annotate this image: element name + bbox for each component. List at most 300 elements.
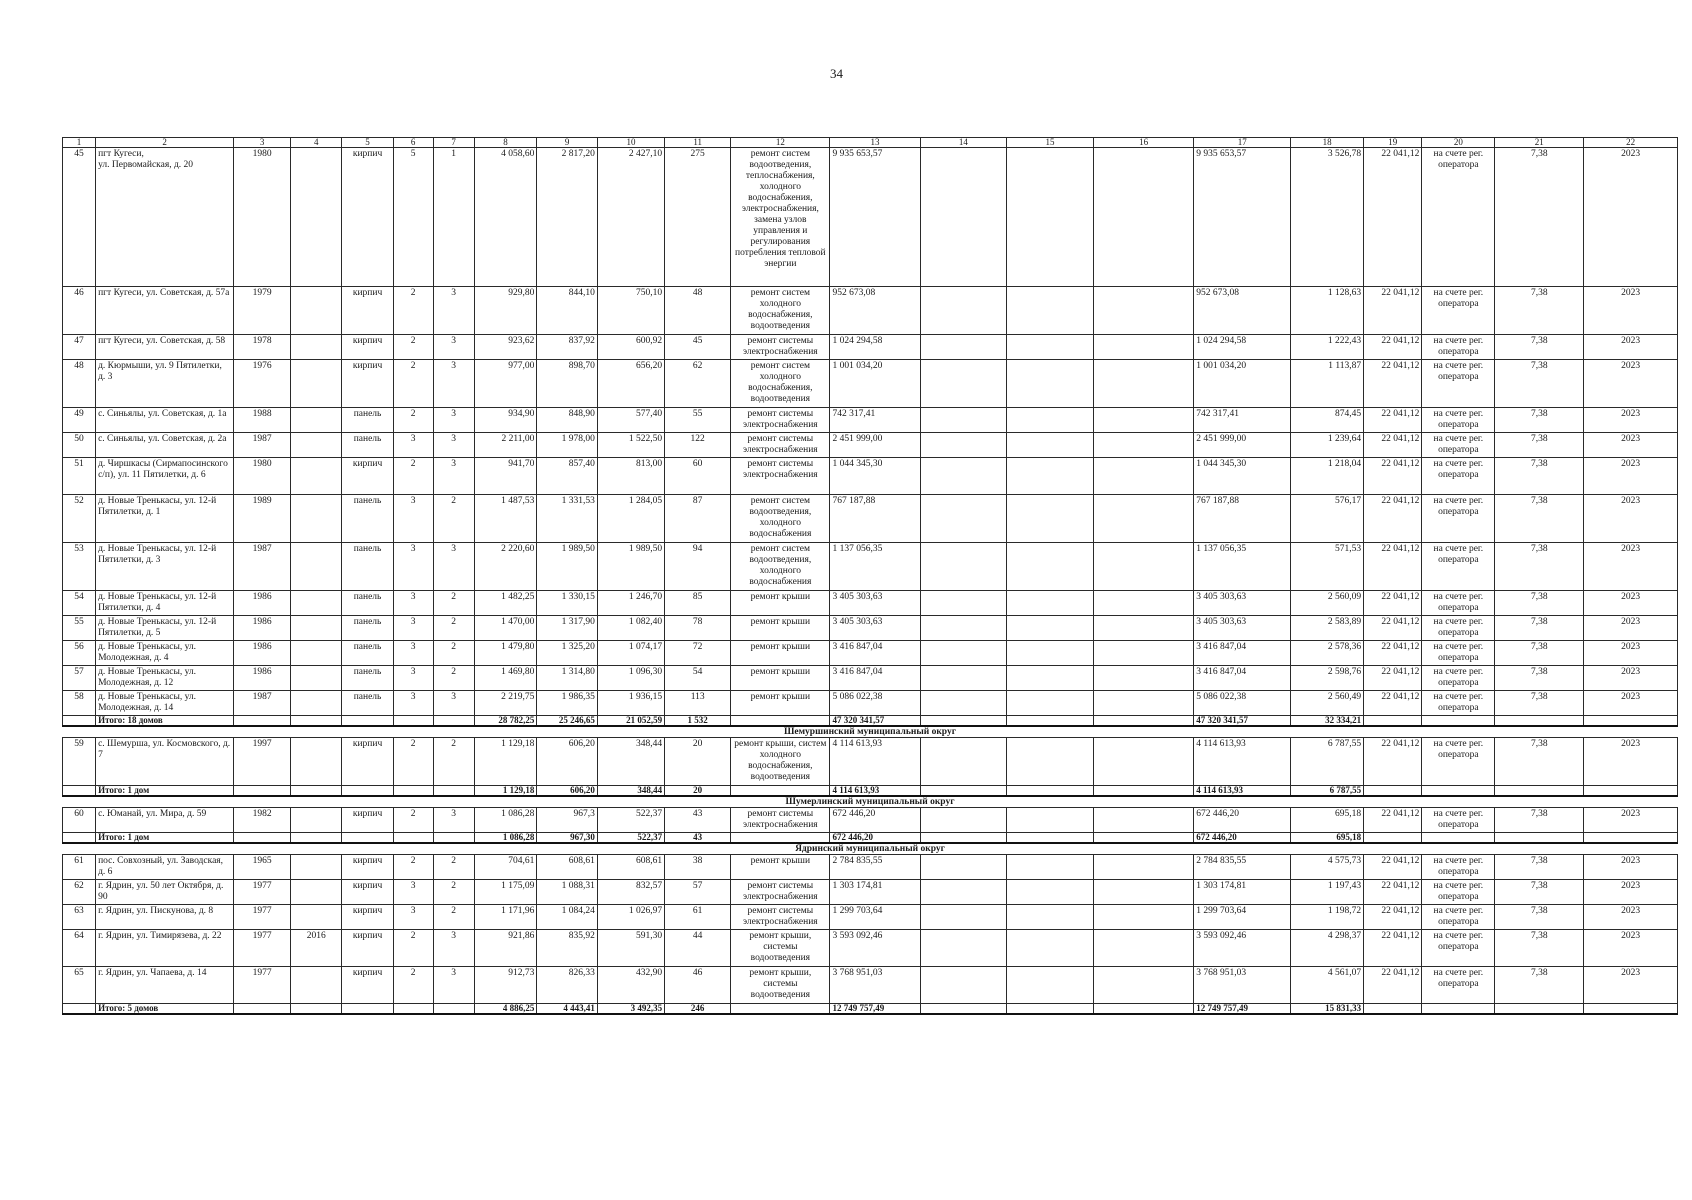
cell-row-number: 61	[63, 855, 96, 880]
cell-fund-method: на счете рег. оператора	[1422, 543, 1495, 591]
cell-floors: 2	[393, 808, 433, 833]
column-header-13: 13	[830, 138, 920, 148]
cell-residential-area: 1 246,70	[597, 591, 664, 616]
cell-value-21: 7,38	[1495, 335, 1584, 360]
cell-empty-14	[920, 905, 1007, 930]
cell-build-year: 1986	[234, 616, 291, 641]
cell-empty-14	[920, 641, 1007, 666]
cell-unit-cost: 2 578,36	[1291, 641, 1364, 666]
cell-build-year: 1987	[234, 691, 291, 716]
total-a10: 3 492,35	[597, 1004, 664, 1015]
total-empty-cell	[393, 833, 433, 844]
total-empty-cell	[1422, 716, 1495, 727]
column-header-4: 4	[291, 138, 342, 148]
cell-row-number: 62	[63, 880, 96, 905]
cell-owners-funds: 672 446,20	[1194, 808, 1291, 833]
cell-floors: 2	[393, 967, 433, 1004]
cell-entrances: 3	[433, 408, 474, 433]
total-empty-cell	[1422, 833, 1495, 844]
cell-work-types: ремонт систем водоотведения, холодного водоснабжения	[731, 543, 830, 591]
cell-empty-15	[1007, 641, 1094, 666]
total-a10: 348,44	[597, 786, 664, 797]
cell-residents: 44	[665, 930, 731, 967]
cell-row-number: 64	[63, 930, 96, 967]
cell-fund-method: на счете рег. оператора	[1422, 905, 1495, 930]
cell-year-end: 2023	[1584, 930, 1678, 967]
total-empty-cell	[1422, 1004, 1495, 1015]
column-header-8: 8	[474, 138, 537, 148]
total-empty-cell	[1007, 1004, 1094, 1015]
total-empty-cell	[920, 716, 1007, 727]
cell-owners-funds: 952 673,08	[1194, 287, 1291, 335]
cell-unit-cost: 695,18	[1291, 808, 1364, 833]
total-cost: 4 114 613,93	[830, 786, 920, 797]
cell-fund-method: на счете рег. оператора	[1422, 880, 1495, 905]
cell-empty-15	[1007, 905, 1094, 930]
cell-value-21: 7,38	[1495, 616, 1584, 641]
cell-row-number: 51	[63, 458, 96, 495]
cell-address: с. Юманай, ул. Мира, д. 59	[96, 808, 234, 833]
cell-work-types: ремонт системы электроснабжения	[731, 808, 830, 833]
cell-empty-15	[1007, 880, 1094, 905]
cell-year-end: 2023	[1584, 458, 1678, 495]
cell-floors: 3	[393, 905, 433, 930]
column-header-1: 1	[63, 138, 96, 148]
cell-fund-method: на счете рег. оператора	[1422, 458, 1495, 495]
cell-year-end: 2023	[1584, 691, 1678, 716]
cell-year-end: 2023	[1584, 616, 1678, 641]
cell-address: д. Новые Тренькасы, ул. 12-й Пятилетки, д. 3	[96, 543, 234, 591]
cell-max-unit-cost: 22 041,12	[1364, 738, 1422, 786]
cell-empty-15	[1007, 408, 1094, 433]
cell-entrances: 3	[433, 335, 474, 360]
cell-owners-funds: 4 114 613,93	[1194, 738, 1291, 786]
cell-year-end: 2023	[1584, 287, 1678, 335]
cell-fund-method: на счете рег. оператора	[1422, 641, 1495, 666]
total-c18: 15 831,33	[1291, 1004, 1364, 1015]
cell-entrances: 3	[433, 360, 474, 408]
cell-owners-funds: 9 935 653,57	[1194, 148, 1291, 287]
cell-value-21: 7,38	[1495, 495, 1584, 543]
cell-floors: 3	[393, 495, 433, 543]
cell-empty-16	[1093, 408, 1193, 433]
cell-owners-funds: 3 593 092,46	[1194, 930, 1291, 967]
cell-total-cost: 1 303 174,81	[830, 880, 920, 905]
column-header-5: 5	[342, 138, 393, 148]
cell-total-cost: 1 044 345,30	[830, 458, 920, 495]
cell-owners-funds: 3 416 847,04	[1194, 641, 1291, 666]
table-row	[63, 616, 1678, 641]
cell-total-cost: 3 768 951,03	[830, 967, 920, 1004]
total-empty-cell	[433, 716, 474, 727]
cell-total-area: 1 487,53	[474, 495, 537, 543]
table-row	[63, 930, 1678, 967]
cell-empty-15	[1007, 666, 1094, 691]
cell-address: г. Ядрин, ул. Пискунова, д. 8	[96, 905, 234, 930]
cell-work-types: ремонт систем холодного водоснабжения, водоотведения	[731, 360, 830, 408]
cell-wall-material: панель	[342, 691, 393, 716]
cell-premises-area: 1 314,80	[537, 666, 597, 691]
cell-residents: 113	[665, 691, 731, 716]
total-empty-cell	[1584, 786, 1678, 797]
cell-residential-area: 600,92	[597, 335, 664, 360]
cell-wall-material: кирпич	[342, 360, 393, 408]
cell-total-cost: 1 299 703,64	[830, 905, 920, 930]
cell-premises-area: 837,92	[537, 335, 597, 360]
cell-empty-15	[1007, 360, 1094, 408]
cell-wall-material: кирпич	[342, 905, 393, 930]
cell-value-21: 7,38	[1495, 458, 1584, 495]
cell-build-year: 1980	[234, 458, 291, 495]
table-row	[63, 360, 1678, 408]
cell-empty-14	[920, 591, 1007, 616]
cell-empty-14	[920, 738, 1007, 786]
cell-owners-funds: 3 405 303,63	[1194, 591, 1291, 616]
section-row	[63, 843, 1678, 855]
total-empty-cell	[393, 716, 433, 727]
cell-fund-method: на счете рег. оператора	[1422, 148, 1495, 287]
cell-entrances: 2	[433, 616, 474, 641]
cell-build-year: 1982	[234, 808, 291, 833]
cell-row-number: 56	[63, 641, 96, 666]
table-body	[63, 138, 1678, 1015]
cell-empty-14	[920, 335, 1007, 360]
cell-address: г. Ядрин, ул. Чапаева, д. 14	[96, 967, 234, 1004]
total-a8: 1 086,28	[474, 833, 537, 844]
total-empty-cell	[1364, 1004, 1422, 1015]
cell-empty-14	[920, 967, 1007, 1004]
cell-wall-material: кирпич	[342, 287, 393, 335]
cell-row-number: 45	[63, 148, 96, 287]
cell-reconstruction-year	[291, 880, 342, 905]
cell-empty-14	[920, 930, 1007, 967]
cell-empty-15	[1007, 335, 1094, 360]
cell-residential-area: 813,00	[597, 458, 664, 495]
cell-work-types: ремонт систем водоотведения, теплоснабжения, холодного водоснабжения, электроснабжения, замена узлов управления и регулирования потребления тепловой энергии	[731, 148, 830, 287]
total-cost: 12 749 757,49	[830, 1004, 920, 1015]
cell-total-area: 977,00	[474, 360, 537, 408]
cell-unit-cost: 571,53	[1291, 543, 1364, 591]
cell-floors: 2	[393, 287, 433, 335]
total-empty-cell	[342, 1004, 393, 1015]
cell-empty-16	[1093, 967, 1193, 1004]
cell-value-21: 7,38	[1495, 905, 1584, 930]
column-header-18: 18	[1291, 138, 1364, 148]
cell-empty-14	[920, 808, 1007, 833]
cell-build-year: 1987	[234, 433, 291, 458]
cell-unit-cost: 1 197,43	[1291, 880, 1364, 905]
cell-value-21: 7,38	[1495, 543, 1584, 591]
column-header-7: 7	[433, 138, 474, 148]
cell-fund-method: на счете рег. оператора	[1422, 408, 1495, 433]
column-header-20: 20	[1422, 138, 1495, 148]
column-header-12: 12	[731, 138, 830, 148]
cell-empty-16	[1093, 458, 1193, 495]
cell-entrances: 3	[433, 287, 474, 335]
cell-floors: 2	[393, 738, 433, 786]
table-row	[63, 287, 1678, 335]
cell-entrances: 3	[433, 691, 474, 716]
cell-unit-cost: 576,17	[1291, 495, 1364, 543]
cell-address: д. Новые Тренькасы, ул. 12-й Пятилетки, д. 4	[96, 591, 234, 616]
cell-residents: 72	[665, 641, 731, 666]
cell-value-21: 7,38	[1495, 967, 1584, 1004]
total-cost: 47 320 341,57	[830, 716, 920, 727]
table-row	[63, 335, 1678, 360]
table-row	[63, 458, 1678, 495]
cell-premises-area: 826,33	[537, 967, 597, 1004]
cell-year-end: 2023	[1584, 738, 1678, 786]
cell-build-year: 1976	[234, 360, 291, 408]
cell-reconstruction-year	[291, 641, 342, 666]
cell-entrances: 3	[433, 808, 474, 833]
cell-work-types: ремонт крыши	[731, 691, 830, 716]
cell-floors: 3	[393, 616, 433, 641]
cell-residents: 43	[665, 808, 731, 833]
column-header-14: 14	[920, 138, 1007, 148]
total-c17: 12 749 757,49	[1194, 1004, 1291, 1015]
cell-empty-15	[1007, 591, 1094, 616]
cell-wall-material: кирпич	[342, 880, 393, 905]
cell-residents: 122	[665, 433, 731, 458]
total-empty-cell	[1422, 786, 1495, 797]
cell-work-types: ремонт крыши	[731, 666, 830, 691]
cell-year-end: 2023	[1584, 967, 1678, 1004]
cell-max-unit-cost: 22 041,12	[1364, 148, 1422, 287]
cell-total-area: 1 129,18	[474, 738, 537, 786]
cell-build-year: 1989	[234, 495, 291, 543]
section-row	[63, 726, 1678, 738]
total-empty-cell	[234, 716, 291, 727]
cell-row-number: 57	[63, 666, 96, 691]
total-a8: 1 129,18	[474, 786, 537, 797]
cell-residential-area: 1 082,40	[597, 616, 664, 641]
cell-empty-15	[1007, 855, 1094, 880]
cell-total-cost: 767 187,88	[830, 495, 920, 543]
cell-reconstruction-year	[291, 360, 342, 408]
cell-empty-15	[1007, 930, 1094, 967]
cell-address: пос. Совхозный, ул. Заводская, д. 6	[96, 855, 234, 880]
cell-owners-funds: 767 187,88	[1194, 495, 1291, 543]
total-empty-cell	[393, 1004, 433, 1015]
cell-build-year: 1997	[234, 738, 291, 786]
total-empty-cell	[63, 833, 96, 844]
cell-premises-area: 1 330,15	[537, 591, 597, 616]
cell-year-end: 2023	[1584, 148, 1678, 287]
cell-reconstruction-year	[291, 495, 342, 543]
cell-residents: 46	[665, 967, 731, 1004]
total-empty-cell	[1495, 786, 1584, 797]
total-empty-cell	[433, 786, 474, 797]
total-empty-cell	[1093, 1004, 1193, 1015]
cell-unit-cost: 6 787,55	[1291, 738, 1364, 786]
cell-max-unit-cost: 22 041,12	[1364, 666, 1422, 691]
cell-premises-area: 1 084,24	[537, 905, 597, 930]
column-header-3: 3	[234, 138, 291, 148]
cell-total-area: 1 175,09	[474, 880, 537, 905]
total-empty-cell	[63, 786, 96, 797]
cell-work-types: ремонт крыши	[731, 616, 830, 641]
cell-wall-material: кирпич	[342, 458, 393, 495]
cell-reconstruction-year	[291, 408, 342, 433]
total-empty-cell	[1495, 1004, 1584, 1015]
table-row	[63, 880, 1678, 905]
cell-residents: 62	[665, 360, 731, 408]
cell-premises-area: 835,92	[537, 930, 597, 967]
cell-owners-funds: 1 044 345,30	[1194, 458, 1291, 495]
column-header-2: 2	[96, 138, 234, 148]
cell-value-21: 7,38	[1495, 641, 1584, 666]
cell-total-area: 1 171,96	[474, 905, 537, 930]
cell-max-unit-cost: 22 041,12	[1364, 930, 1422, 967]
cell-max-unit-cost: 22 041,12	[1364, 408, 1422, 433]
cell-entrances: 3	[433, 433, 474, 458]
cell-wall-material: кирпич	[342, 930, 393, 967]
cell-max-unit-cost: 22 041,12	[1364, 287, 1422, 335]
cell-floors: 3	[393, 666, 433, 691]
total-empty-cell	[1007, 716, 1094, 727]
cell-total-area: 1 482,25	[474, 591, 537, 616]
cell-unit-cost: 4 575,73	[1291, 855, 1364, 880]
total-a10: 21 052,59	[597, 716, 664, 727]
cell-total-cost: 3 416 847,04	[830, 666, 920, 691]
cell-value-21: 7,38	[1495, 408, 1584, 433]
cell-unit-cost: 1 218,04	[1291, 458, 1364, 495]
cell-unit-cost: 1 128,63	[1291, 287, 1364, 335]
cell-reconstruction-year	[291, 335, 342, 360]
total-empty-cell	[234, 833, 291, 844]
column-header-19: 19	[1364, 138, 1422, 148]
cell-empty-16	[1093, 335, 1193, 360]
cell-year-end: 2023	[1584, 855, 1678, 880]
cell-year-end: 2023	[1584, 666, 1678, 691]
cell-build-year: 1986	[234, 641, 291, 666]
cell-total-cost: 5 086 022,38	[830, 691, 920, 716]
total-row	[63, 833, 1678, 844]
cell-empty-16	[1093, 880, 1193, 905]
cell-residents: 87	[665, 495, 731, 543]
total-res: 20	[665, 786, 731, 797]
total-empty-cell	[1495, 833, 1584, 844]
cell-entrances: 2	[433, 495, 474, 543]
cell-residents: 20	[665, 738, 731, 786]
total-c17: 47 320 341,57	[1194, 716, 1291, 727]
cell-value-21: 7,38	[1495, 880, 1584, 905]
cell-reconstruction-year	[291, 287, 342, 335]
column-header-17: 17	[1194, 138, 1291, 148]
capital-repair-table	[62, 137, 1678, 1015]
total-empty-cell	[731, 833, 830, 844]
total-empty-cell	[1364, 833, 1422, 844]
table-row	[63, 808, 1678, 833]
total-empty-cell	[433, 1004, 474, 1015]
cell-unit-cost: 4 298,37	[1291, 930, 1364, 967]
cell-build-year: 1977	[234, 905, 291, 930]
cell-reconstruction-year	[291, 738, 342, 786]
column-header-21: 21	[1495, 138, 1584, 148]
cell-max-unit-cost: 22 041,12	[1364, 458, 1422, 495]
cell-premises-area: 1 986,35	[537, 691, 597, 716]
section-title: Ядринский муниципальный округ	[63, 843, 1678, 855]
cell-work-types: ремонт системы электроснабжения	[731, 433, 830, 458]
cell-year-end: 2023	[1584, 335, 1678, 360]
cell-wall-material: кирпич	[342, 855, 393, 880]
cell-premises-area: 2 817,20	[537, 148, 597, 287]
cell-max-unit-cost: 22 041,12	[1364, 495, 1422, 543]
cell-build-year: 1987	[234, 543, 291, 591]
cell-residential-area: 608,61	[597, 855, 664, 880]
cell-premises-area: 1 317,90	[537, 616, 597, 641]
total-empty-cell	[920, 1004, 1007, 1015]
cell-empty-15	[1007, 148, 1094, 287]
cell-total-area: 1 469,80	[474, 666, 537, 691]
cell-row-number: 46	[63, 287, 96, 335]
cell-reconstruction-year	[291, 148, 342, 287]
cell-residents: 54	[665, 666, 731, 691]
cell-build-year: 1977	[234, 880, 291, 905]
cell-build-year: 1977	[234, 930, 291, 967]
total-res: 43	[665, 833, 731, 844]
cell-row-number: 48	[63, 360, 96, 408]
cell-total-cost: 3 405 303,63	[830, 591, 920, 616]
cell-value-21: 7,38	[1495, 287, 1584, 335]
cell-empty-15	[1007, 287, 1094, 335]
cell-total-cost: 3 593 092,46	[830, 930, 920, 967]
total-empty-cell	[291, 786, 342, 797]
cell-build-year: 1979	[234, 287, 291, 335]
cell-floors: 3	[393, 433, 433, 458]
cell-empty-14	[920, 148, 1007, 287]
cell-floors: 3	[393, 543, 433, 591]
total-empty-cell	[731, 786, 830, 797]
cell-fund-method: на счете рег. оператора	[1422, 287, 1495, 335]
cell-year-end: 2023	[1584, 880, 1678, 905]
total-empty-cell	[291, 1004, 342, 1015]
cell-value-21: 7,38	[1495, 433, 1584, 458]
cell-work-types: ремонт крыши, системы водоотведения	[731, 967, 830, 1004]
cell-unit-cost: 2 598,76	[1291, 666, 1364, 691]
cell-premises-area: 967,3	[537, 808, 597, 833]
cell-premises-area: 898,70	[537, 360, 597, 408]
cell-floors: 2	[393, 458, 433, 495]
cell-work-types: ремонт крыши, системы водоотведения	[731, 930, 830, 967]
cell-empty-16	[1093, 433, 1193, 458]
cell-total-cost: 9 935 653,57	[830, 148, 920, 287]
total-empty-cell	[63, 716, 96, 727]
table-row	[63, 408, 1678, 433]
cell-entrances: 2	[433, 905, 474, 930]
total-empty-cell	[1007, 833, 1094, 844]
total-label: Итого: 18 домов	[96, 716, 234, 727]
cell-fund-method: на счете рег. оператора	[1422, 855, 1495, 880]
total-empty-cell	[342, 786, 393, 797]
cell-premises-area: 857,40	[537, 458, 597, 495]
total-empty-cell	[433, 833, 474, 844]
cell-max-unit-cost: 22 041,12	[1364, 543, 1422, 591]
cell-entrances: 3	[433, 967, 474, 1004]
cell-reconstruction-year	[291, 808, 342, 833]
cell-build-year: 1980	[234, 148, 291, 287]
cell-unit-cost: 4 561,07	[1291, 967, 1364, 1004]
cell-owners-funds: 2 784 835,55	[1194, 855, 1291, 880]
cell-total-area: 2 220,60	[474, 543, 537, 591]
total-a8: 4 886,25	[474, 1004, 537, 1015]
cell-build-year: 1978	[234, 335, 291, 360]
cell-total-area: 1 479,80	[474, 641, 537, 666]
total-empty-cell	[342, 716, 393, 727]
cell-empty-14	[920, 458, 1007, 495]
cell-value-21: 7,38	[1495, 808, 1584, 833]
